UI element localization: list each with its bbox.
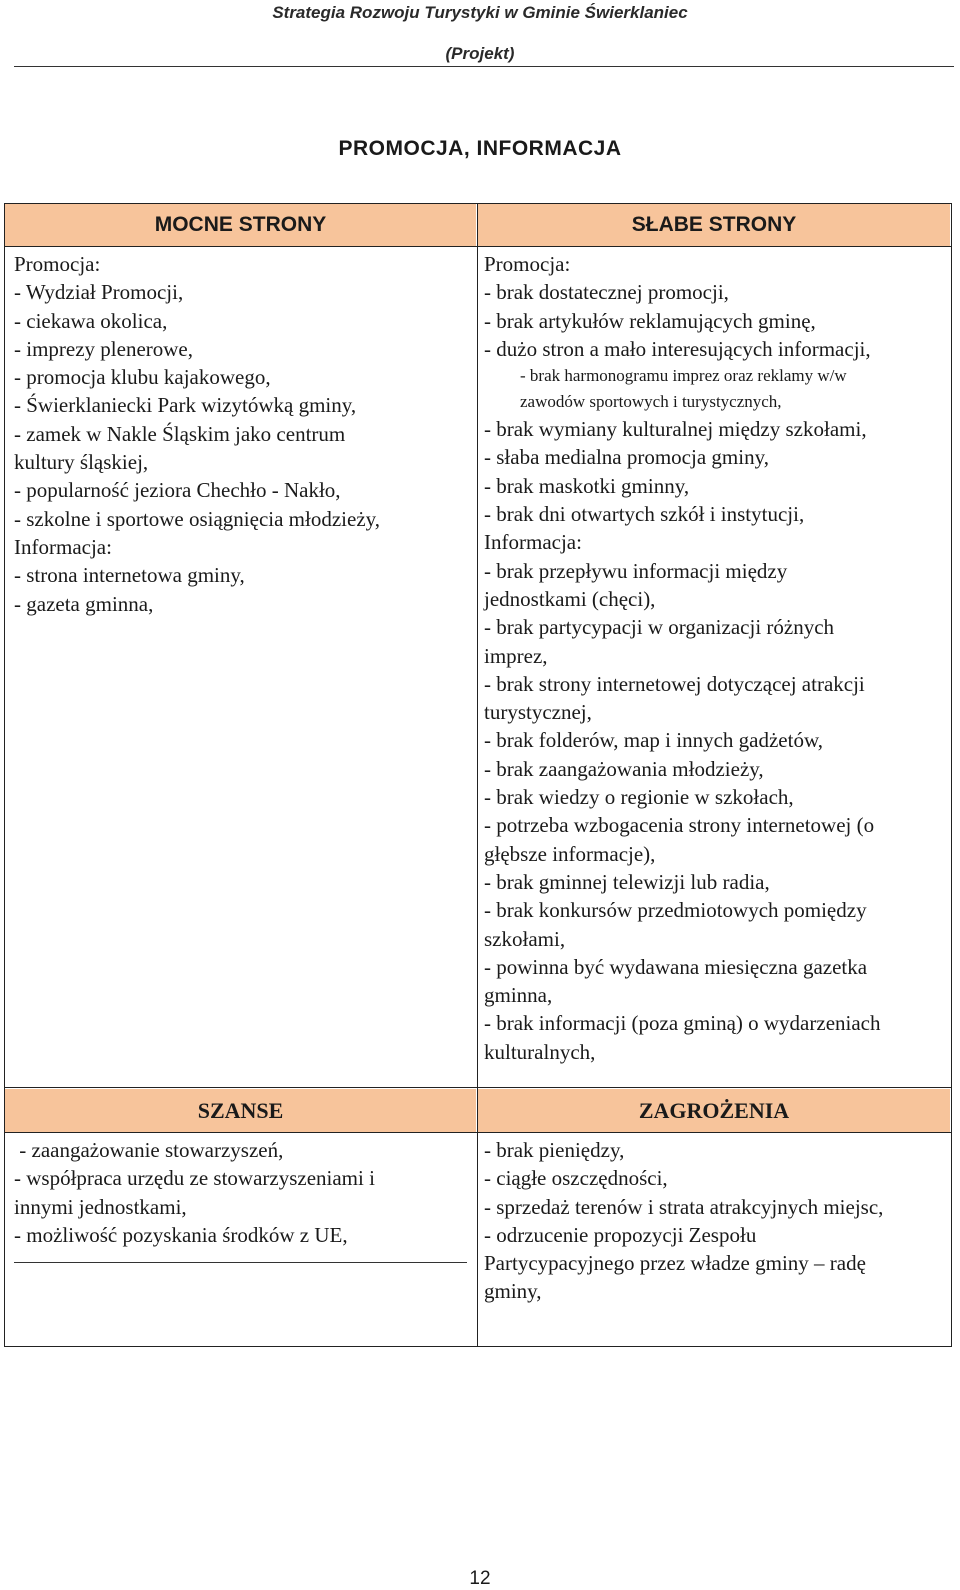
list-item: - popularność jeziora Chechło - Nakło, <box>14 478 341 503</box>
list-item: - ciekawa okolica, <box>14 308 168 333</box>
header-divider <box>14 66 954 67</box>
list-item: - brak gminnej telewizji lub radia, <box>484 869 770 894</box>
list-item: Promocja: <box>484 252 571 276</box>
list-item: - Świerklaniecki Park wizytówką gminy, <box>14 393 357 418</box>
strengths-list <box>14 250 469 618</box>
list-item: - brak informacji (poza gminą) o wydarzeniach <box>484 1011 881 1036</box>
list-item: Partycypacyjnego przez władze gminy – radę <box>484 1251 866 1276</box>
swot-column-divider <box>477 203 478 1347</box>
list-item: - brak pieniędzy, <box>484 1138 625 1162</box>
list-item: - brak strony internetowej dotyczącej atrakcji <box>484 671 865 696</box>
swot-bottom-header-divider <box>4 1132 952 1133</box>
list-item: głębsze informacje), <box>484 841 656 866</box>
list-item: - możliwość pozyskania środków z UE, <box>14 1222 348 1247</box>
list-item: - brak harmonogramu imprez oraz reklamy w/w <box>520 366 847 386</box>
list-item: - brak wiedzy o regionie w szkołach, <box>484 785 794 810</box>
list-item: - gazeta gminna, <box>14 591 154 616</box>
opportunities-title: SZANSE <box>197 1097 284 1123</box>
list-item: kultury śląskiej, <box>14 450 149 475</box>
list-item: jednostkami (chęci), <box>484 586 656 611</box>
weaknesses-header <box>478 204 950 246</box>
strengths-title: MOCNE STRONY <box>154 213 327 236</box>
list-item: - odrzucenie propozycji Zespołu <box>484 1222 757 1247</box>
list-item: - strona internetowa gminy, <box>14 563 245 588</box>
list-item: - brak folderów, map i innych gadżetów, <box>484 728 823 753</box>
list-item: - imprezy plenerowe, <box>14 336 194 361</box>
opportunities-list <box>14 1136 469 1249</box>
list-item: - współpraca urzędu ze stowarzyszeniami i <box>14 1166 375 1191</box>
list-item: Informacja: <box>14 534 112 559</box>
list-item: - zamek w Nakle Śląskim jako centrum <box>14 421 346 446</box>
list-item: - brak dni otwartych szkół i instytucji, <box>484 502 805 527</box>
list-item: - brak przepływu informacji między <box>484 558 788 583</box>
list-item: gminy, <box>484 1279 542 1304</box>
list-item: - potrzeba wzbogacenia strony internetowej (o <box>484 813 875 838</box>
list-item: szkołami, <box>484 926 566 951</box>
list-item: Informacja: <box>484 530 582 555</box>
list-item: - brak dostatecznej promocji, <box>484 280 729 305</box>
threats-list <box>484 1136 946 1306</box>
weaknesses-title: SŁABE STRONY <box>631 213 797 236</box>
list-item: kulturalnych, <box>484 1039 596 1064</box>
list-item: - zaangażowanie stowarzyszeń, <box>14 1138 284 1162</box>
list-item: - brak zaangażowania młodzieży, <box>484 756 764 781</box>
list-item: - ciągłe oszczędności, <box>484 1166 668 1191</box>
threats-title: ZAGROŻENIA <box>638 1097 790 1123</box>
list-item: - brak maskotki gminny, <box>484 473 690 498</box>
list-item: - słaba medialna promocja gminy, <box>484 445 769 470</box>
list-item: - brak wymiany kulturalnej między szkołami, <box>484 417 867 442</box>
list-item: Promocja: <box>14 252 101 276</box>
list-item: - powinna być wydawana miesięczna gazetka <box>484 954 868 979</box>
list-item: imprez, <box>484 643 548 668</box>
weaknesses-list <box>484 250 946 1066</box>
list-item: - dużo stron a mało interesujących informacji, <box>484 336 871 361</box>
list-item: - Wydział Promocji, <box>14 280 184 305</box>
list-item: - brak artykułów reklamujących gminę, <box>484 308 816 333</box>
swot-row-divider <box>4 1087 952 1088</box>
strengths-header <box>5 204 476 246</box>
swot-top-header-divider <box>4 246 952 247</box>
list-item: innymi jednostkami, <box>14 1194 187 1219</box>
threats-header <box>478 1089 950 1132</box>
list-item: - szkolne i sportowe osiągnięcia młodzieży, <box>14 506 381 531</box>
list-item: zawodów sportowych i turystycznych, <box>520 392 782 412</box>
list-item: - sprzedaż terenów i strata atrakcyjnych miejsc, <box>484 1194 884 1219</box>
document-header-title: Strategia Rozwoju Turystyki w Gminie Świerklaniec <box>272 3 688 22</box>
list-item: - promocja klubu kajakowego, <box>14 365 271 390</box>
list-item: - brak konkursów przedmiotowych pomiędzy <box>484 898 867 923</box>
opportunities-underline <box>14 1262 467 1263</box>
page-number: 12 <box>469 1568 491 1589</box>
list-item: turystycznej, <box>484 700 592 725</box>
document-header-subtitle: (Projekt) <box>445 44 515 63</box>
section-title: PROMOCJA, INFORMACJA <box>338 137 622 160</box>
list-item: gminna, <box>484 983 553 1008</box>
opportunities-header <box>5 1089 476 1132</box>
list-item: - brak partycypacji w organizacji różnych <box>484 615 835 640</box>
